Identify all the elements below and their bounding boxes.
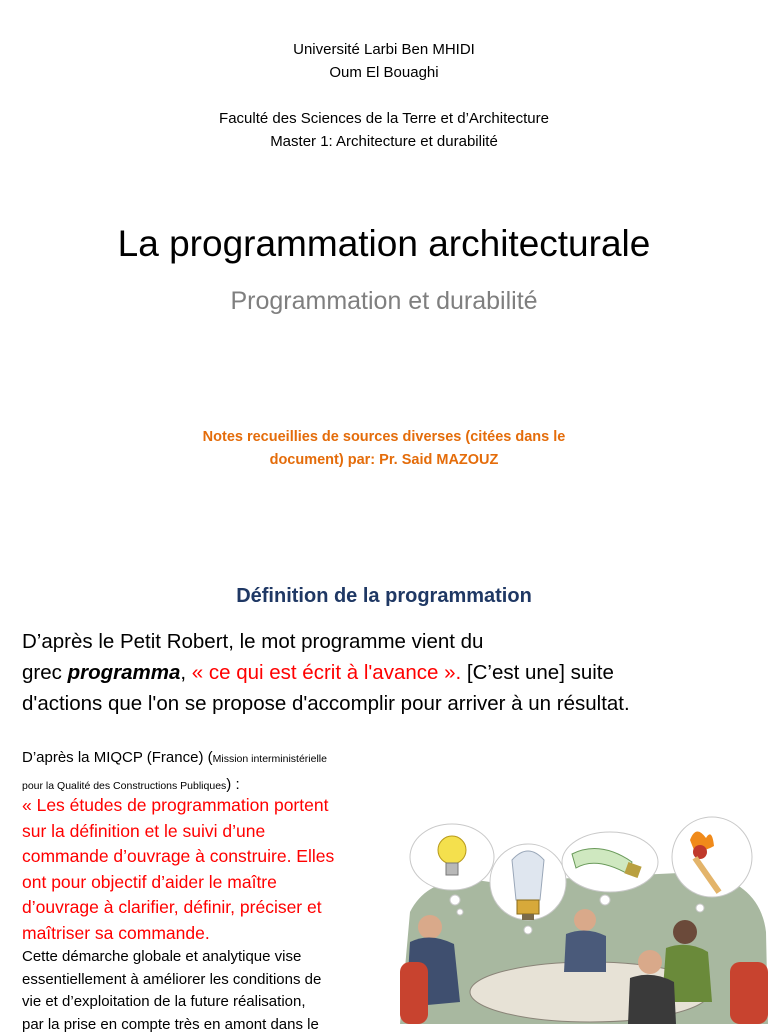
- intro-grec: grec: [22, 661, 68, 684]
- meeting-ideas-illustration: [400, 812, 768, 1024]
- intro-term: programma: [68, 661, 181, 684]
- notes-line-1: Notes recueillies de sources diverses (citées dans le: [0, 426, 768, 449]
- body-line: Cette démarche globale et analytique vise: [22, 946, 384, 969]
- page-title: La programmation architecturale: [0, 222, 768, 266]
- intro-line-1: D’après le Petit Robert, le mot programme vient du: [22, 626, 752, 657]
- quote-line: commande d’ouvrage à construire. Elles: [22, 844, 382, 870]
- quote-line: d’ouvrage à clarifier, définir, préciser et: [22, 895, 382, 921]
- section-heading: Définition de la programmation: [0, 582, 768, 610]
- university-name: Université Larbi Ben MHIDI: [0, 38, 768, 61]
- intro-line-2: [22, 657, 752, 688]
- quote-line: ont pour objectif d’aider le maître: [22, 870, 382, 896]
- miqcp-small-1: Mission interministérielle: [213, 753, 327, 765]
- miqcp-source: [22, 745, 382, 799]
- intro-line-3: d'actions que l'on se propose d'accomplir pour arriver à un résultat.: [22, 688, 752, 719]
- notes-credit: [0, 426, 768, 472]
- university-city: Oum El Bouaghi: [0, 61, 768, 84]
- faculty-name: Faculté des Sciences de la Terre et d’Architecture: [0, 107, 768, 130]
- intro-rest: [C’est une] suite: [461, 661, 614, 684]
- miqcp-lead: D’après la MIQCP (France) (: [22, 749, 213, 766]
- quote-line: « Les études de programmation portent: [22, 793, 382, 819]
- miqcp-tail: ) :: [226, 776, 239, 793]
- body-line: vie et d’exploitation de la future réalisation,: [22, 991, 384, 1014]
- body-line: par la prise en compte très en amont dans le: [22, 1014, 384, 1036]
- intro-paragraph: [22, 626, 752, 719]
- master-program: Master 1: Architecture et durabilité: [0, 130, 768, 153]
- notes-line-2: document) par: Pr. Said MAZOUZ: [0, 449, 768, 472]
- quote-line: sur la définition et le suivi d’une: [22, 819, 382, 845]
- body-paragraph: [22, 946, 384, 1036]
- miqcp-quote: [22, 793, 382, 946]
- intro-comma: ,: [180, 661, 191, 684]
- miqcp-small-2: pour la Qualité des Constructions Publiques: [22, 780, 226, 792]
- page-subtitle: Programmation et durabilité: [0, 285, 768, 317]
- quote-line: maîtriser sa commande.: [22, 921, 382, 947]
- intro-quote: « ce qui est écrit à l'avance ».: [192, 661, 461, 684]
- body-line: essentiellement à améliorer les conditions de: [22, 969, 384, 992]
